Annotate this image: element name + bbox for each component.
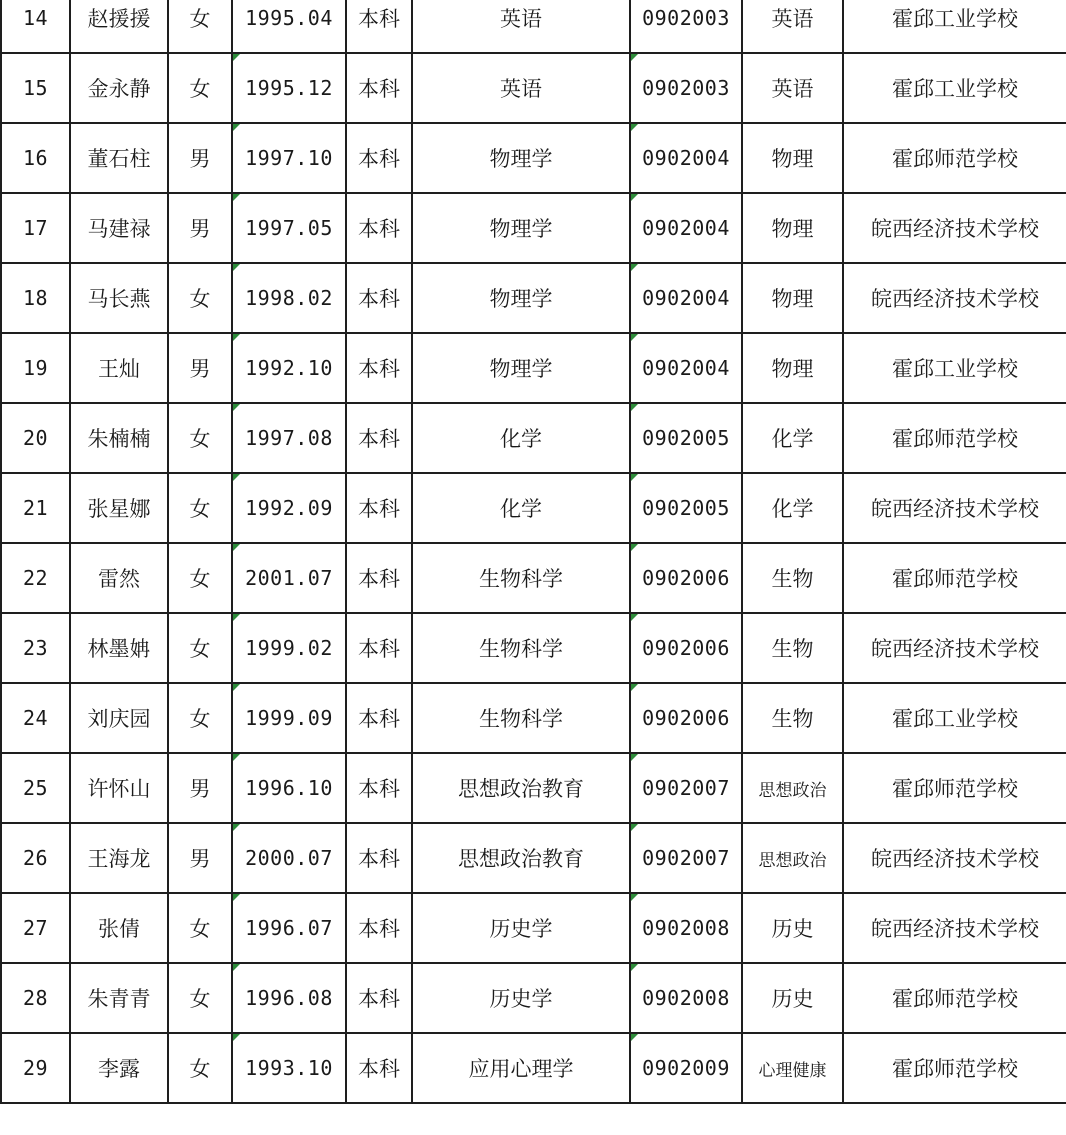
cell-row-number: 17: [1, 193, 70, 263]
cell-row-number: 18: [1, 263, 70, 333]
cell-education: 本科: [346, 893, 412, 963]
cell-birth-date: 2000.07: [232, 823, 346, 893]
cell-position-code: 0902004: [630, 123, 742, 193]
table-row: [1, 543, 1066, 613]
cell-gender: 男: [168, 123, 232, 193]
cell-gender: 男: [168, 193, 232, 263]
cell-education: 本科: [346, 473, 412, 543]
cell-name: 赵援援: [70, 0, 168, 53]
cell-major: 历史学: [412, 963, 630, 1033]
cell-name: 林墨姌: [70, 613, 168, 683]
cell-birth-date: 1992.10: [232, 333, 346, 403]
table-row: [1, 0, 1066, 53]
table-row: [1, 333, 1066, 403]
cell-gender: 女: [168, 403, 232, 473]
cell-birth-date: 1992.09: [232, 473, 346, 543]
cell-gender: 女: [168, 683, 232, 753]
cell-subject: 物理: [742, 123, 843, 193]
page-bottom-strip: [0, 1130, 1066, 1135]
cell-birth-date: 1996.07: [232, 893, 346, 963]
roster-body: [1, 0, 1066, 1103]
cell-gender: 女: [168, 1033, 232, 1103]
cell-subject: 思想政治: [742, 753, 843, 823]
cell-education: 本科: [346, 613, 412, 683]
cell-position-code: 0902006: [630, 683, 742, 753]
cell-major: 化学: [412, 473, 630, 543]
cell-position-code: 0902003: [630, 0, 742, 53]
cell-subject: 生物: [742, 683, 843, 753]
cell-birth-date: 1996.08: [232, 963, 346, 1033]
cell-major: 生物科学: [412, 543, 630, 613]
cell-row-number: 15: [1, 53, 70, 123]
cell-education: 本科: [346, 193, 412, 263]
cell-row-number: 22: [1, 543, 70, 613]
table-row: [1, 403, 1066, 473]
cell-birth-date: 1999.02: [232, 613, 346, 683]
cell-major: 物理学: [412, 193, 630, 263]
table-row: [1, 193, 1066, 263]
cell-row-number: 19: [1, 333, 70, 403]
table-row: [1, 53, 1066, 123]
cell-subject: 化学: [742, 403, 843, 473]
cell-position-code: 0902006: [630, 543, 742, 613]
cell-education: 本科: [346, 683, 412, 753]
cell-education: 本科: [346, 53, 412, 123]
cell-row-number: 25: [1, 753, 70, 823]
cell-row-number: 24: [1, 683, 70, 753]
cell-name: 张倩: [70, 893, 168, 963]
cell-birth-date: 1996.10: [232, 753, 346, 823]
cell-position-code: 0902004: [630, 193, 742, 263]
cell-gender: 女: [168, 963, 232, 1033]
cell-birth-date: 1998.02: [232, 263, 346, 333]
cell-name: 金永静: [70, 53, 168, 123]
cell-row-number: 29: [1, 1033, 70, 1103]
cell-birth-date: 1997.08: [232, 403, 346, 473]
cell-subject: 思想政治: [742, 823, 843, 893]
cell-subject: 历史: [742, 893, 843, 963]
cell-school: 霍邱师范学校: [843, 123, 1066, 193]
cell-position-code: 0902004: [630, 263, 742, 333]
cell-name: 董石柱: [70, 123, 168, 193]
cell-subject: 生物: [742, 613, 843, 683]
cell-name: 雷然: [70, 543, 168, 613]
table-row: [1, 823, 1066, 893]
cell-birth-date: 1997.10: [232, 123, 346, 193]
cell-education: 本科: [346, 263, 412, 333]
cell-position-code: 0902003: [630, 53, 742, 123]
cell-position-code: 0902007: [630, 753, 742, 823]
cell-school: 皖西经济技术学校: [843, 613, 1066, 683]
table-row: [1, 893, 1066, 963]
cell-subject: 物理: [742, 333, 843, 403]
cell-subject: 英语: [742, 53, 843, 123]
cell-position-code: 0902007: [630, 823, 742, 893]
cell-school: 霍邱工业学校: [843, 53, 1066, 123]
cell-subject: 物理: [742, 193, 843, 263]
cell-major: 物理学: [412, 263, 630, 333]
cell-gender: 女: [168, 0, 232, 53]
cell-school: 霍邱工业学校: [843, 0, 1066, 53]
cell-birth-date: 1997.05: [232, 193, 346, 263]
cell-position-code: 0902008: [630, 893, 742, 963]
cell-gender: 女: [168, 473, 232, 543]
cell-school: 霍邱工业学校: [843, 333, 1066, 403]
cell-school: 皖西经济技术学校: [843, 263, 1066, 333]
cell-row-number: 14: [1, 0, 70, 53]
cell-major: 英语: [412, 0, 630, 53]
cell-school: 霍邱师范学校: [843, 543, 1066, 613]
cell-school: 皖西经济技术学校: [843, 823, 1066, 893]
cell-position-code: 0902009: [630, 1033, 742, 1103]
cell-position-code: 0902005: [630, 403, 742, 473]
cell-major: 英语: [412, 53, 630, 123]
cell-education: 本科: [346, 0, 412, 53]
table-row: [1, 753, 1066, 823]
cell-gender: 女: [168, 263, 232, 333]
cell-major: 物理学: [412, 123, 630, 193]
cell-row-number: 23: [1, 613, 70, 683]
cell-major: 应用心理学: [412, 1033, 630, 1103]
cell-school: 皖西经济技术学校: [843, 473, 1066, 543]
cell-education: 本科: [346, 753, 412, 823]
cell-position-code: 0902004: [630, 333, 742, 403]
cell-education: 本科: [346, 963, 412, 1033]
cell-major: 历史学: [412, 893, 630, 963]
table-row: [1, 263, 1066, 333]
cell-subject: 心理健康: [742, 1033, 843, 1103]
cell-name: 朱青青: [70, 963, 168, 1033]
cell-row-number: 20: [1, 403, 70, 473]
cell-subject: 生物: [742, 543, 843, 613]
cell-name: 朱楠楠: [70, 403, 168, 473]
cell-row-number: 21: [1, 473, 70, 543]
table-row: [1, 683, 1066, 753]
table-row: [1, 1033, 1066, 1103]
cell-position-code: 0902005: [630, 473, 742, 543]
cell-row-number: 16: [1, 123, 70, 193]
cell-school: 皖西经济技术学校: [843, 193, 1066, 263]
cell-education: 本科: [346, 123, 412, 193]
cell-major: 物理学: [412, 333, 630, 403]
cell-major: 生物科学: [412, 683, 630, 753]
cell-gender: 男: [168, 823, 232, 893]
cell-education: 本科: [346, 333, 412, 403]
cell-education: 本科: [346, 823, 412, 893]
cell-name: 李露: [70, 1033, 168, 1103]
cell-name: 刘庆园: [70, 683, 168, 753]
cell-birth-date: 1999.09: [232, 683, 346, 753]
cell-school: 霍邱师范学校: [843, 1033, 1066, 1103]
cell-major: 思想政治教育: [412, 753, 630, 823]
cell-major: 生物科学: [412, 613, 630, 683]
cell-gender: 女: [168, 53, 232, 123]
cell-name: 马长燕: [70, 263, 168, 333]
cell-subject: 物理: [742, 263, 843, 333]
cell-gender: 男: [168, 333, 232, 403]
cell-birth-date: 2001.07: [232, 543, 346, 613]
cell-name: 张星娜: [70, 473, 168, 543]
cell-major: 思想政治教育: [412, 823, 630, 893]
cell-subject: 化学: [742, 473, 843, 543]
cell-school: 霍邱师范学校: [843, 403, 1066, 473]
cell-education: 本科: [346, 1033, 412, 1103]
cell-school: 皖西经济技术学校: [843, 893, 1066, 963]
cell-birth-date: 1995.12: [232, 53, 346, 123]
table-row: [1, 963, 1066, 1033]
table-row: [1, 613, 1066, 683]
cell-education: 本科: [346, 403, 412, 473]
cell-subject: 英语: [742, 0, 843, 53]
cell-gender: 女: [168, 613, 232, 683]
cell-position-code: 0902006: [630, 613, 742, 683]
table-row: [1, 123, 1066, 193]
cell-name: 王海龙: [70, 823, 168, 893]
cell-row-number: 26: [1, 823, 70, 893]
cell-gender: 女: [168, 893, 232, 963]
cell-name: 马建禄: [70, 193, 168, 263]
cell-name: 许怀山: [70, 753, 168, 823]
cell-row-number: 27: [1, 893, 70, 963]
cell-position-code: 0902008: [630, 963, 742, 1033]
cell-birth-date: 1993.10: [232, 1033, 346, 1103]
table-row: [1, 473, 1066, 543]
cell-gender: 男: [168, 753, 232, 823]
cell-school: 霍邱工业学校: [843, 683, 1066, 753]
cell-school: 霍邱师范学校: [843, 963, 1066, 1033]
cell-birth-date: 1995.04: [232, 0, 346, 53]
cell-row-number: 28: [1, 963, 70, 1033]
cell-gender: 女: [168, 543, 232, 613]
cell-education: 本科: [346, 543, 412, 613]
cell-major: 化学: [412, 403, 630, 473]
cell-school: 霍邱师范学校: [843, 753, 1066, 823]
cell-name: 王灿: [70, 333, 168, 403]
cell-subject: 历史: [742, 963, 843, 1033]
